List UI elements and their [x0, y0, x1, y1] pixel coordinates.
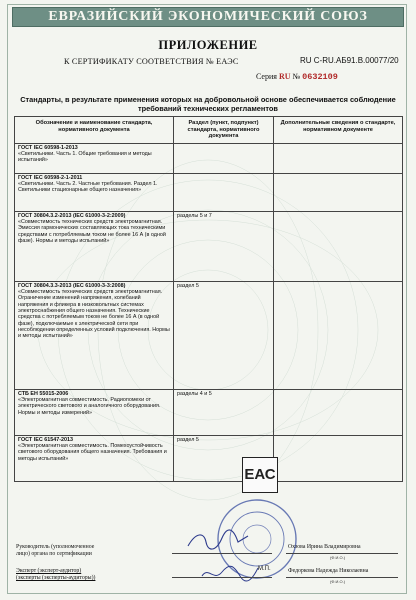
head-label-line2: лицо) органа по сертификации [16, 551, 92, 558]
series-value: RU [278, 72, 291, 81]
standard-code: ГОСТ IEC 61547-2013 [18, 436, 73, 443]
eac-mark: ЕАС [242, 457, 278, 493]
document-subtitle: К СЕРТИФИКАТУ СООТВЕТСТВИЯ № ЕАЭС [64, 57, 239, 66]
series-line [256, 72, 338, 82]
standards-table [14, 116, 403, 482]
extra-cell [274, 389, 403, 435]
column-header: Раздел (пункт, подпункт) стандарта, нормативного документа [174, 117, 274, 144]
section-cell: разделы 5 и 7 [174, 211, 274, 281]
head-name: Охзова Ирина Владимировна [288, 544, 361, 550]
head-signature-line [172, 553, 272, 554]
section-cell: разделы 4 и 5 [174, 389, 274, 435]
section-cell [174, 173, 274, 211]
standard-cell [15, 435, 174, 481]
expert-label-line1: Эксперт (эксперт-аудитор) [16, 568, 82, 574]
head-name-line [286, 553, 398, 554]
document-title: ПРИЛОЖЕНИЕ [158, 38, 258, 52]
standard-title: «Светильники. Часть 1. Общие требования и методы испытаний» [18, 151, 152, 164]
section-cell: раздел 5 [174, 281, 274, 389]
standard-cell [15, 143, 174, 173]
number-label: № [292, 72, 301, 81]
extra-cell [274, 211, 403, 281]
standard-title: «Светильники. Часть 2. Частные требования. Раздел 1. Светильники стационарные общего назначения» [18, 181, 158, 194]
expert-fio-caption: (Ф.И.О.) [330, 579, 346, 584]
standard-title: «Электромагнитная совместимость. Радиопомехи от электрического светового и аналогичного оборудования. Нормы и методы измерений» [18, 397, 161, 416]
expert-label [16, 568, 95, 582]
standard-code: ГОСТ 30804.3.3-2013 (IEC 61000-3-3:2008) [18, 282, 126, 289]
standard-title: «Совместимость технических средств электромагнитная. Ограничение изменений напряжения, колебаний напряжения и фликера в низковольтных системах электроснабжения общего назначения. Технические средства с потребляемым током не более 16 А (в одной фазе), подключаемые к электрической сети при несоблюдении определенных условий подключения. Нормы и методы испытаний» [18, 289, 170, 340]
standard-cell [15, 389, 174, 435]
column-header: Дополнительные сведения о стандарте, нормативном документе [274, 117, 403, 144]
expert-name: Федоркова Надежда Николаевна [288, 568, 369, 574]
union-banner: ЕВРАЗИЙСКИЙ ЭКОНОМИЧЕСКИЙ СОЮЗ [12, 7, 404, 27]
table-header-row [15, 117, 403, 144]
section-cell: раздел 5 [174, 435, 274, 481]
table-row [15, 281, 403, 389]
extra-cell [274, 173, 403, 211]
table-row [15, 143, 403, 173]
table-row [15, 389, 403, 435]
series-number: 0632109 [302, 72, 338, 82]
certificate-number: RU C-RU.АБ91.В.00077/20 [300, 56, 399, 65]
standard-title: «Электромагнитная совместимость. Помехоустойчивость светового оборудования общего назначения. Требования и методы испытаний» [18, 443, 167, 462]
standard-cell [15, 281, 174, 389]
series-label: Серия [256, 72, 277, 81]
signature-head [186, 528, 250, 554]
standard-code: ГОСТ 30804.3.2-2013 (IEC 61000-3-2:2009) [18, 212, 126, 219]
expert-name-line [286, 577, 398, 578]
standard-code: СТБ ЕН 55015-2006 [18, 390, 69, 397]
standard-cell [15, 173, 174, 211]
standards-heading: Стандарты, в результате применения которых на добровольной основе обеспечивается соблюдение требований технических регламентов [20, 95, 396, 113]
standard-code: ГОСТ IEC 60598-2-1-2011 [18, 174, 83, 181]
extra-cell [274, 281, 403, 389]
stamp-label: М.П. [258, 566, 271, 572]
expert-label-line2: (эксперты (эксперты-аудиторы)) [16, 575, 96, 582]
table-row [15, 173, 403, 211]
extra-cell [274, 143, 403, 173]
extra-cell [274, 435, 403, 481]
signature-expert [200, 562, 260, 584]
head-fio-caption: (Ф.И.О.) [330, 555, 346, 560]
column-header: Обозначение и наименование стандарта, нормативного документа [15, 117, 174, 144]
expert-signature-line [172, 577, 272, 578]
standard-title: «Совместимость технических средств электромагнитная. Эмиссия гармонических составляющих тока техническими средствами с потребляемым током не более 16 А (в одной фазе). Нормы и методы испытаний» [18, 219, 166, 244]
table-row [15, 211, 403, 281]
standard-code: ГОСТ IEC 60598-1-2013 [18, 144, 78, 151]
standard-cell [15, 211, 174, 281]
head-label-line1: Руководитель (уполномоченное [16, 544, 95, 550]
table-row [15, 435, 403, 481]
section-cell [174, 143, 274, 173]
head-label [16, 544, 94, 558]
